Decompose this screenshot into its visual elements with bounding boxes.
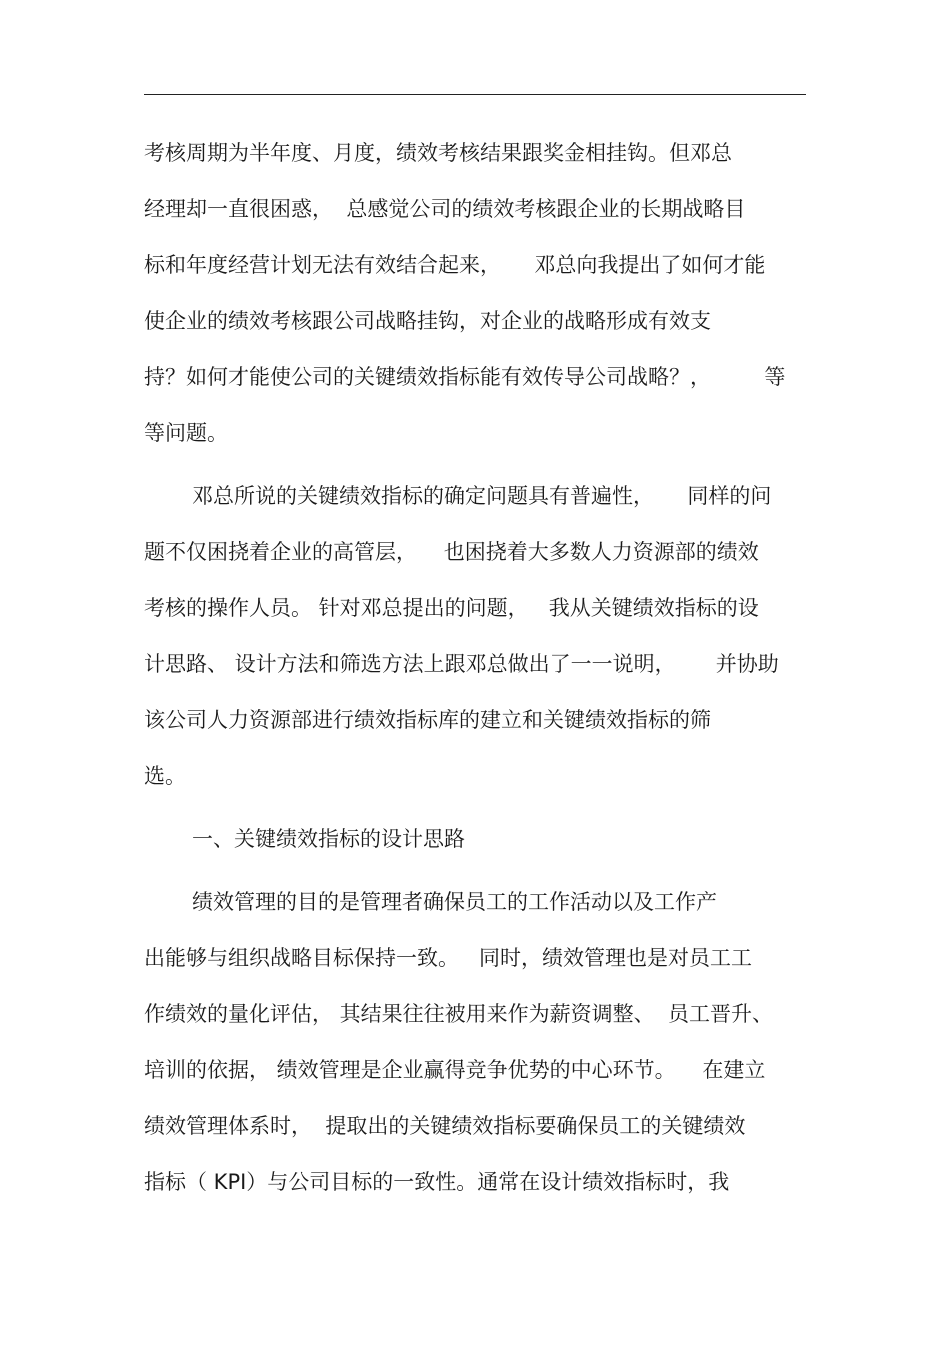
paragraph-1-line-1: 考核周期为半年度、月度，绩效考核结果跟奖金相挂钩。但邓总 (144, 141, 732, 165)
paragraph-1-line-5: 持？如何才能使公司的关键绩效指标能有效传导公司战略？， 等 (144, 365, 786, 389)
paragraph-3-line-3: 作绩效的量化评估， 其结果往往被用来作为薪资调整、 员工晋升、 (144, 1002, 774, 1026)
section-heading: 一、关键绩效指标的设计思路 (192, 827, 465, 851)
paragraph-1-line-4: 使企业的绩效考核跟公司战略挂钩，对企业的战略形成有效支 (144, 309, 711, 333)
paragraph-3-line-4: 培训的依据， 绩效管理是企业赢得竞争优势的中心环节。 在建立 (144, 1058, 766, 1082)
paragraph-1-line-6: 等问题。 (144, 421, 228, 445)
paragraph-3-line-5: 绩效管理体系时， 提取出的关键绩效指标要确保员工的关键绩效 (144, 1114, 746, 1138)
paragraph-3-line-1: 绩效管理的目的是管理者确保员工的工作活动以及工作产 (192, 890, 717, 914)
header-rule (144, 94, 806, 95)
paragraph-2-line-1: 邓总所说的关键绩效指标的确定问题具有普遍性， 同样的问 (192, 484, 772, 508)
paragraph-2-line-5: 该公司人力资源部进行绩效指标库的建立和关键绩效指标的筛 (144, 708, 711, 732)
paragraph-1-line-2: 经理却一直很困惑， 总感觉公司的绩效考核跟企业的长期战略目 (144, 197, 746, 221)
paragraph-2-line-2: 题不仅困挠着企业的高管层， 也困挠着大多数人力资源部的绩效 (144, 540, 759, 564)
paragraph-2-line-4: 计思路、 设计方法和筛选方法上跟邓总做出了一一说明， 并协助 (144, 652, 779, 676)
paragraph-2-line-6: 选。 (144, 764, 186, 788)
paragraph-3-line-6: 指标（ KPI）与公司目标的一致性。通常在设计绩效指标时，我 (144, 1170, 730, 1194)
paragraph-1-line-3: 标和年度经营计划无法有效结合起来， 邓总向我提出了如何才能 (144, 253, 766, 277)
paragraph-2-line-3: 考核的操作人员。 针对邓总提出的问题， 我从关键绩效指标的设 (144, 596, 759, 620)
paragraph-3-line-2: 出能够与组织战略目标保持一致。 同时，绩效管理也是对员工工 (144, 946, 753, 970)
